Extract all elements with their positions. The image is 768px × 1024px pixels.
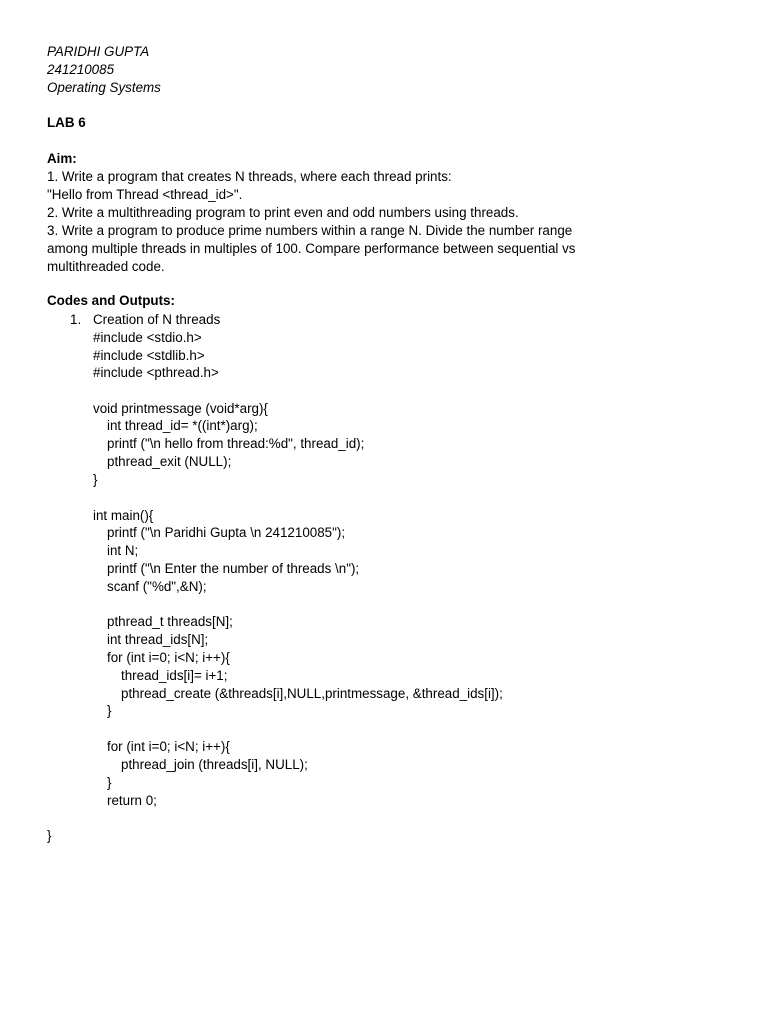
code-line: printf ("\n hello from thread:%d", thread_id); (107, 436, 365, 451)
lab-title: LAB 6 (47, 115, 86, 130)
code-line: #include <stdio.h> (93, 330, 202, 345)
code-line: printf ("\n Paridhi Gupta \n 241210085"); (107, 525, 346, 540)
code-line: int thread_id= *((int*)arg); (107, 418, 258, 433)
code-line: pthread_create (&threads[i],NULL,printmessage, &thread_ids[i]); (121, 686, 503, 701)
aim-heading: Aim: (47, 151, 77, 166)
code-line: } (107, 703, 112, 718)
code-line: for (int i=0; i<N; i++){ (107, 739, 230, 754)
list-item-title: Creation of N threads (93, 312, 221, 327)
roll-number: 241210085 (47, 62, 115, 77)
code-line: void printmessage (void*arg){ (93, 401, 268, 416)
code-line: printf ("\n Enter the number of threads \n"); (107, 561, 360, 576)
code-line: thread_ids[i]= i+1; (121, 668, 228, 683)
code-line: pthread_t threads[N]; (107, 614, 233, 629)
aim-line: 1. Write a program that creates N threads, where each thread prints: (47, 169, 452, 184)
code-line: } (93, 472, 98, 487)
code-line: } (107, 775, 112, 790)
aim-line: 2. Write a multithreading program to print even and odd numbers using threads. (47, 205, 519, 220)
aim-line: multithreaded code. (47, 259, 165, 274)
code-line: scanf ("%d",&N); (107, 579, 207, 594)
code-line: int main(){ (93, 508, 154, 523)
code-line: return 0; (107, 793, 157, 808)
course-name: Operating Systems (47, 80, 161, 95)
code-line: pthread_exit (NULL); (107, 454, 232, 469)
author-name: PARIDHI GUPTA (47, 44, 150, 59)
code-line: #include <stdlib.h> (93, 348, 205, 363)
code-line: int thread_ids[N]; (107, 632, 209, 647)
aim-line: "Hello from Thread <thread_id>". (47, 187, 243, 202)
closing-brace: } (47, 828, 52, 843)
aim-line: among multiple threads in multiples of 100. Compare performance between sequential vs (47, 241, 576, 256)
code-line: for (int i=0; i<N; i++){ (107, 650, 230, 665)
aim-line: 3. Write a program to produce prime numbers within a range N. Divide the number range (47, 223, 573, 238)
code-line: pthread_join (threads[i], NULL); (121, 757, 308, 772)
code-line: #include <pthread.h> (93, 365, 219, 380)
code-line: int N; (107, 543, 139, 558)
list-number: 1. (70, 312, 82, 327)
codes-heading: Codes and Outputs: (47, 293, 175, 308)
